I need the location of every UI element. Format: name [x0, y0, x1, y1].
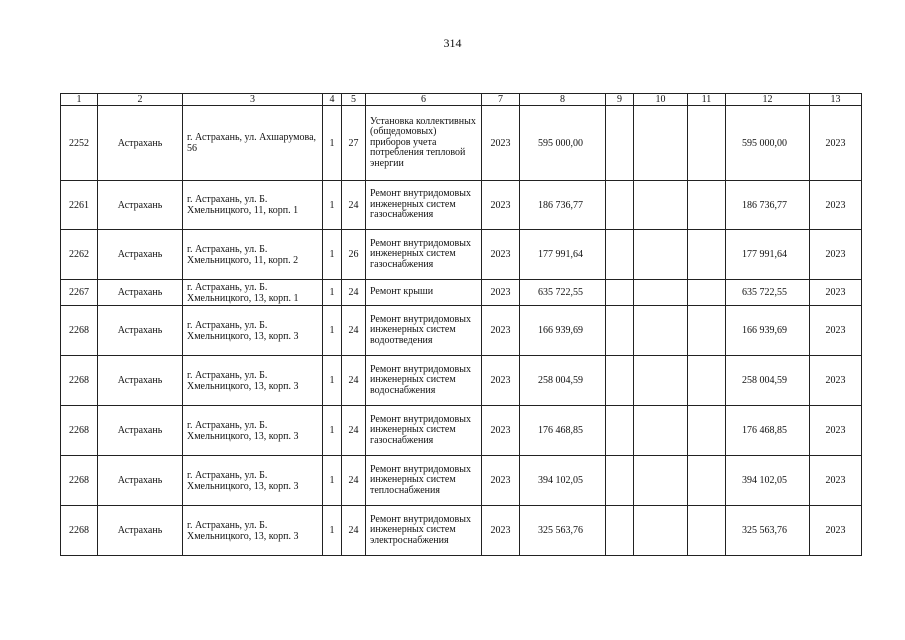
col5-cell: 24: [342, 406, 366, 456]
row-number: 2268: [61, 506, 98, 556]
address-cell: г. Астрахань, ул. Б. Хмельницкого, 13, корп. 3: [183, 406, 323, 456]
header-cell: 9: [606, 94, 634, 106]
col10-cell: [634, 106, 688, 181]
municipality-cell: Астрахань: [98, 230, 183, 280]
year-cell: 2023: [482, 280, 520, 306]
work-type-cell: Ремонт внутридомовых инженерных систем водоснабжения: [366, 356, 482, 406]
header-cell: 5: [342, 94, 366, 106]
col9-cell: [606, 406, 634, 456]
completion-year-cell: 2023: [810, 230, 862, 280]
table-row: [61, 306, 862, 356]
year-cell: 2023: [482, 306, 520, 356]
col9-cell: [606, 356, 634, 406]
col9-cell: [606, 306, 634, 356]
header-cell: 4: [323, 94, 342, 106]
col10-cell: [634, 456, 688, 506]
header-cell: 1: [61, 94, 98, 106]
col11-cell: [688, 280, 726, 306]
col11-cell: [688, 230, 726, 280]
completion-year-cell: 2023: [810, 106, 862, 181]
funds-amount-cell: 177 991,64: [726, 230, 810, 280]
work-type-cell: Ремонт внутридомовых инженерных систем газоснабжения: [366, 406, 482, 456]
col9-cell: [606, 506, 634, 556]
header-cell: 3: [183, 94, 323, 106]
col5-cell: 24: [342, 306, 366, 356]
municipality-cell: Астрахань: [98, 181, 183, 230]
col10-cell: [634, 280, 688, 306]
col10-cell: [634, 406, 688, 456]
col4-cell: 1: [323, 356, 342, 406]
completion-year-cell: 2023: [810, 506, 862, 556]
completion-year-cell: 2023: [810, 356, 862, 406]
col11-cell: [688, 181, 726, 230]
total-amount-cell: 166 939,69: [520, 306, 606, 356]
work-type-cell: Ремонт крыши: [366, 280, 482, 306]
header-cell: 7: [482, 94, 520, 106]
completion-year-cell: 2023: [810, 406, 862, 456]
row-number: 2268: [61, 356, 98, 406]
col10-cell: [634, 306, 688, 356]
completion-year-cell: 2023: [810, 456, 862, 506]
address-cell: г. Астрахань, ул. Б. Хмельницкого, 13, корп. 3: [183, 306, 323, 356]
total-amount-cell: 176 468,85: [520, 406, 606, 456]
col10-cell: [634, 181, 688, 230]
funds-amount-cell: 258 004,59: [726, 356, 810, 406]
col11-cell: [688, 356, 726, 406]
municipality-cell: Астрахань: [98, 306, 183, 356]
col4-cell: 1: [323, 230, 342, 280]
work-type-cell: Ремонт внутридомовых инженерных систем теплоснабжения: [366, 456, 482, 506]
table-row: [61, 406, 862, 456]
address-cell: г. Астрахань, ул. Б. Хмельницкого, 13, корп. 3: [183, 456, 323, 506]
total-amount-cell: 635 722,55: [520, 280, 606, 306]
col4-cell: 1: [323, 306, 342, 356]
municipality-cell: Астрахань: [98, 356, 183, 406]
col11-cell: [688, 306, 726, 356]
header-cell: 12: [726, 94, 810, 106]
header-cell: 2: [98, 94, 183, 106]
col9-cell: [606, 280, 634, 306]
total-amount-cell: 258 004,59: [520, 356, 606, 406]
row-number: 2268: [61, 406, 98, 456]
header-cell: 11: [688, 94, 726, 106]
year-cell: 2023: [482, 506, 520, 556]
funds-amount-cell: 166 939,69: [726, 306, 810, 356]
total-amount-cell: 325 563,76: [520, 506, 606, 556]
total-amount-cell: 186 736,77: [520, 181, 606, 230]
funds-amount-cell: 176 468,85: [726, 406, 810, 456]
year-cell: 2023: [482, 406, 520, 456]
col4-cell: 1: [323, 456, 342, 506]
work-type-cell: Ремонт внутридомовых инженерных систем электроснабжения: [366, 506, 482, 556]
col11-cell: [688, 506, 726, 556]
funds-amount-cell: 635 722,55: [726, 280, 810, 306]
col4-cell: 1: [323, 181, 342, 230]
table-row: [61, 506, 862, 556]
address-cell: г. Астрахань, ул. Б. Хмельницкого, 11, корп. 2: [183, 230, 323, 280]
row-number: 2252: [61, 106, 98, 181]
col11-cell: [688, 106, 726, 181]
work-type-cell: Ремонт внутридомовых инженерных систем газоснабжения: [366, 181, 482, 230]
col10-cell: [634, 506, 688, 556]
col4-cell: 1: [323, 280, 342, 306]
address-cell: г. Астрахань, ул. Ахшарумова, 56: [183, 106, 323, 181]
table-row: [61, 280, 862, 306]
header-cell: 10: [634, 94, 688, 106]
funds-amount-cell: 186 736,77: [726, 181, 810, 230]
row-number: 2261: [61, 181, 98, 230]
completion-year-cell: 2023: [810, 280, 862, 306]
year-cell: 2023: [482, 456, 520, 506]
total-amount-cell: 595 000,00: [520, 106, 606, 181]
funds-amount-cell: 595 000,00: [726, 106, 810, 181]
col9-cell: [606, 106, 634, 181]
col10-cell: [634, 230, 688, 280]
municipality-cell: Астрахань: [98, 280, 183, 306]
header-cell: 8: [520, 94, 606, 106]
total-amount-cell: 177 991,64: [520, 230, 606, 280]
col11-cell: [688, 406, 726, 456]
col9-cell: [606, 230, 634, 280]
row-number: 2268: [61, 306, 98, 356]
page-number: 314: [443, 36, 462, 50]
address-cell: г. Астрахань, ул. Б. Хмельницкого, 11, корп. 1: [183, 181, 323, 230]
table-row: [61, 456, 862, 506]
col4-cell: 1: [323, 406, 342, 456]
col5-cell: 27: [342, 106, 366, 181]
table-row: [61, 181, 862, 230]
address-cell: г. Астрахань, ул. Б. Хмельницкого, 13, корп. 3: [183, 506, 323, 556]
completion-year-cell: 2023: [810, 306, 862, 356]
table-row: [61, 106, 862, 181]
address-cell: г. Астрахань, ул. Б. Хмельницкого, 13, корп. 1: [183, 280, 323, 306]
row-number: 2262: [61, 230, 98, 280]
funds-amount-cell: 394 102,05: [726, 456, 810, 506]
col10-cell: [634, 356, 688, 406]
col4-cell: 1: [323, 106, 342, 181]
col9-cell: [606, 181, 634, 230]
capital-repair-table: [60, 93, 862, 556]
year-cell: 2023: [482, 356, 520, 406]
row-number: 2267: [61, 280, 98, 306]
table-row: [61, 356, 862, 406]
col5-cell: 26: [342, 230, 366, 280]
total-amount-cell: 394 102,05: [520, 456, 606, 506]
col5-cell: 24: [342, 506, 366, 556]
header-cell: 6: [366, 94, 482, 106]
municipality-cell: Астрахань: [98, 456, 183, 506]
header-cell: 13: [810, 94, 862, 106]
municipality-cell: Астрахань: [98, 106, 183, 181]
funds-amount-cell: 325 563,76: [726, 506, 810, 556]
year-cell: 2023: [482, 181, 520, 230]
col5-cell: 24: [342, 181, 366, 230]
col11-cell: [688, 456, 726, 506]
year-cell: 2023: [482, 230, 520, 280]
col5-cell: 24: [342, 280, 366, 306]
row-number: 2268: [61, 456, 98, 506]
col5-cell: 24: [342, 356, 366, 406]
work-type-cell: Ремонт внутридомовых инженерных систем газоснабжения: [366, 230, 482, 280]
address-cell: г. Астрахань, ул. Б. Хмельницкого, 13, корп. 3: [183, 356, 323, 406]
year-cell: 2023: [482, 106, 520, 181]
municipality-cell: Астрахань: [98, 506, 183, 556]
table-row: [61, 230, 862, 280]
header-row: [61, 94, 862, 106]
work-type-cell: Ремонт внутридомовых инженерных систем водоотведения: [366, 306, 482, 356]
col4-cell: 1: [323, 506, 342, 556]
col9-cell: [606, 456, 634, 506]
col5-cell: 24: [342, 456, 366, 506]
completion-year-cell: 2023: [810, 181, 862, 230]
municipality-cell: Астрахань: [98, 406, 183, 456]
work-type-cell: Установка коллективных (общедомовых) приборов учета потребления тепловой энергии: [366, 106, 482, 181]
